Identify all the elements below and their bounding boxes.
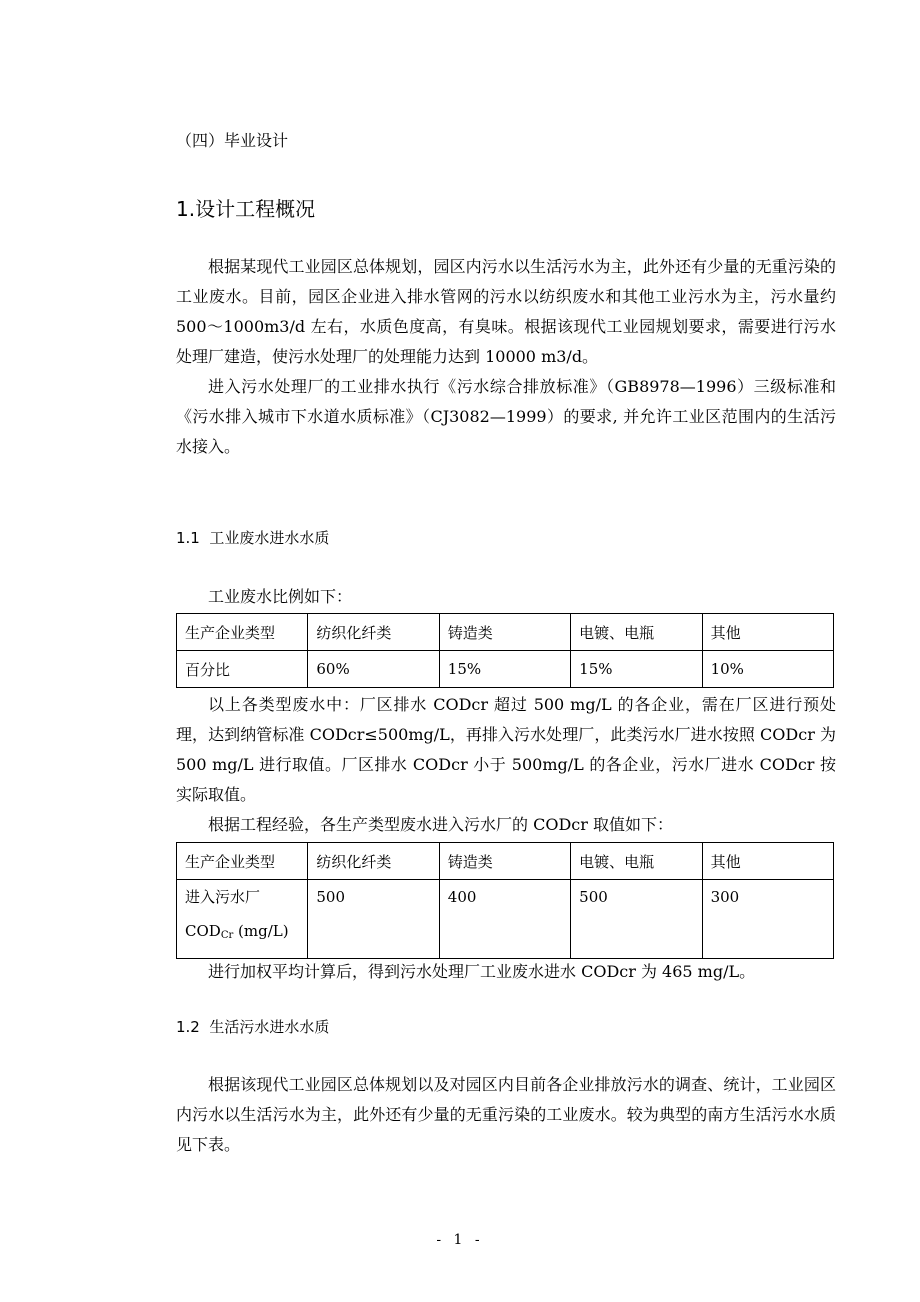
subheading-title: 工业废水进水水质 [209,529,330,547]
table-cell: 铸造类 [439,843,570,880]
table-cell: 15% [571,651,702,688]
page-number: - 1 - [436,1232,484,1248]
table-header-row [177,614,834,651]
row-label-line2: $COD_{Cr}$ (mg/L) [185,922,289,941]
intro-text [176,252,836,462]
table1-caption-text: 工业废水比例如下： [208,587,353,606]
subheading-title: 生活污水进水水质 [209,1018,330,1036]
table-row [177,880,834,959]
table-cell: 百分比 [177,651,308,688]
paragraph-after-table2: 进行加权平均计算后，得到污水处理厂工业废水进水 CODcr 为 465 mg/L。 [208,962,756,981]
paragraph-after-table1: 以上各类型废水中：厂区排水 CODcr 超过 500 mg/L 的各企业，需在厂区进行预处理，达到纳管标准 CODcr≤500mg/L，再排入污水处理厂，此类污水厂进水按照 CODcr 为 500 mg/L 进行取值。厂区排水 CODcr 小于 500mg/L 的各企业，污水厂进水 CODcr 按实际取值。 [176,695,836,804]
table-cell: 纺织化纤类 [308,614,439,651]
table-cell: 60% [308,651,439,688]
intro-paragraph-2: 进入污水处理厂的工业排水执行《污水综合排放标准》（GB8978—1996）三级标准和《污水排入城市下水道水质标准》（CJ3082—1999）的要求, 并允许工业区范围内的生活污水接入。 [176,377,836,456]
table-cell: 500 [308,880,439,959]
section-title: （四）毕业设计 [176,131,289,150]
table-cell: 纺织化纤类 [308,843,439,880]
table-row [177,651,834,688]
row-label-line1: 进入污水厂 [185,888,261,906]
table-cell: 电镀、电瓶 [571,614,702,651]
body-text-3 [176,957,836,987]
subheading-domestic-sewage [176,1016,329,1037]
body-text-4 [176,1070,836,1160]
table-cell: 其他 [702,614,833,651]
table-cell: 400 [439,880,570,959]
table1-caption [176,582,836,612]
wastewater-ratio-table [176,613,834,688]
table-header-row [177,843,834,880]
cod-values-table [176,842,834,959]
intro-paragraph-1: 根据某现代工业园区总体规划，园区内污水以生活污水为主，此外还有少量的无重污染的工业废水。目前，园区企业进入排水管网的污水以纺织废水和其他工业污水为主，污水量约 500～1000m3/d 左右，水质色度高，有臭味。根据该现代工业园规划要求，需要进行污水处理厂建造，使污水处理厂的处理能力达到 10000 m3/d。 [176,257,836,366]
subheading-number: 1.2 [176,1018,200,1036]
table-cell: 其他 [702,843,833,880]
body-text-2 [176,690,836,840]
table-cell: 生产企业类型 [177,843,308,880]
table2-caption: 根据工程经验，各生产类型废水进入污水厂的 CODcr 取值如下： [208,815,673,834]
table-cell [177,880,308,959]
table-cell: 15% [439,651,570,688]
table-cell: 500 [571,880,702,959]
heading-design-overview: 1.设计工程概况 [176,197,316,221]
table-cell: 铸造类 [439,614,570,651]
paragraph-domestic-sewage: 根据该现代工业园区总体规划以及对园区内目前各企业排放污水的调查、统计，工业园区内污水以生活污水为主，此外还有少量的无重污染的工业废水。较为典型的南方生活污水水质见下表。 [176,1075,836,1154]
subheading-number: 1.1 [176,529,200,547]
table-cell: 10% [702,651,833,688]
table-cell: 电镀、电瓶 [571,843,702,880]
table-cell: 生产企业类型 [177,614,308,651]
table-cell: 300 [702,880,833,959]
subheading-industrial-wastewater [176,527,329,548]
